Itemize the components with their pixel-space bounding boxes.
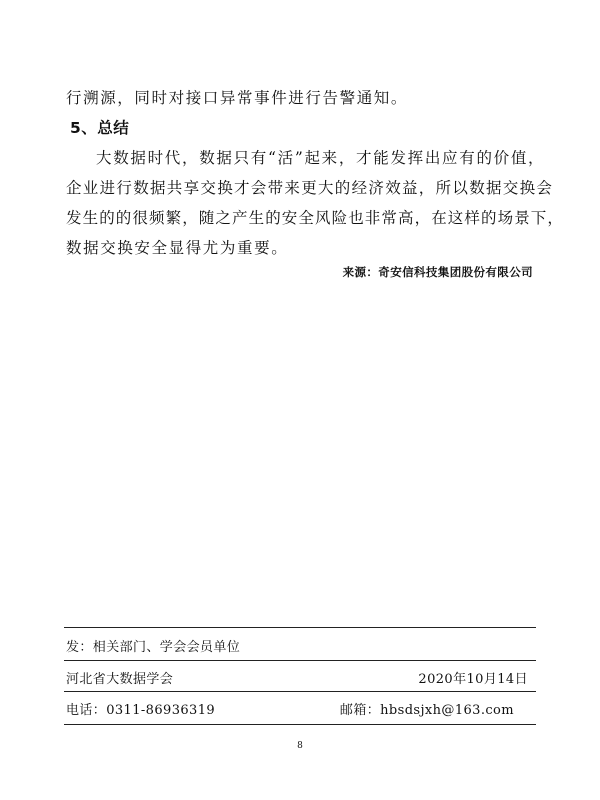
footer-divider <box>64 724 536 725</box>
issue-date: 2020年10月14日 <box>418 672 528 687</box>
section-heading: 5、总结 <box>70 119 130 137</box>
footer-divider <box>64 691 536 692</box>
paragraph-line: 企业进行数据共享交换才会带来更大的经济效益，所以数据交换会 <box>66 179 554 197</box>
organization-name: 河北省大数据学会 <box>66 672 174 687</box>
body-text-line: 行溯源，同时对接口异常事件进行告警通知。 <box>66 89 409 107</box>
paragraph-line: 大数据时代，数据只有“活”起来，才能发挥出应有的价值， <box>96 149 546 167</box>
footer-divider <box>64 660 536 661</box>
footer-divider <box>64 627 536 628</box>
source-attribution: 来源：奇安信科技集团股份有限公司 <box>342 265 533 279</box>
distribution-line: 发：相关部门、学会会员单位 <box>66 640 241 655</box>
contact-email: 邮箱：hbsdsjxh@163.com <box>339 703 514 718</box>
paragraph-line: 数据交换安全显得尤为重要。 <box>66 239 289 257</box>
contact-phone: 电话：0311-86936319 <box>66 703 216 718</box>
page-number: 8 <box>297 741 303 751</box>
paragraph-line: 发生的的很频繁，随之产生的安全风险也非常高，在这样的场景下， <box>66 209 565 227</box>
